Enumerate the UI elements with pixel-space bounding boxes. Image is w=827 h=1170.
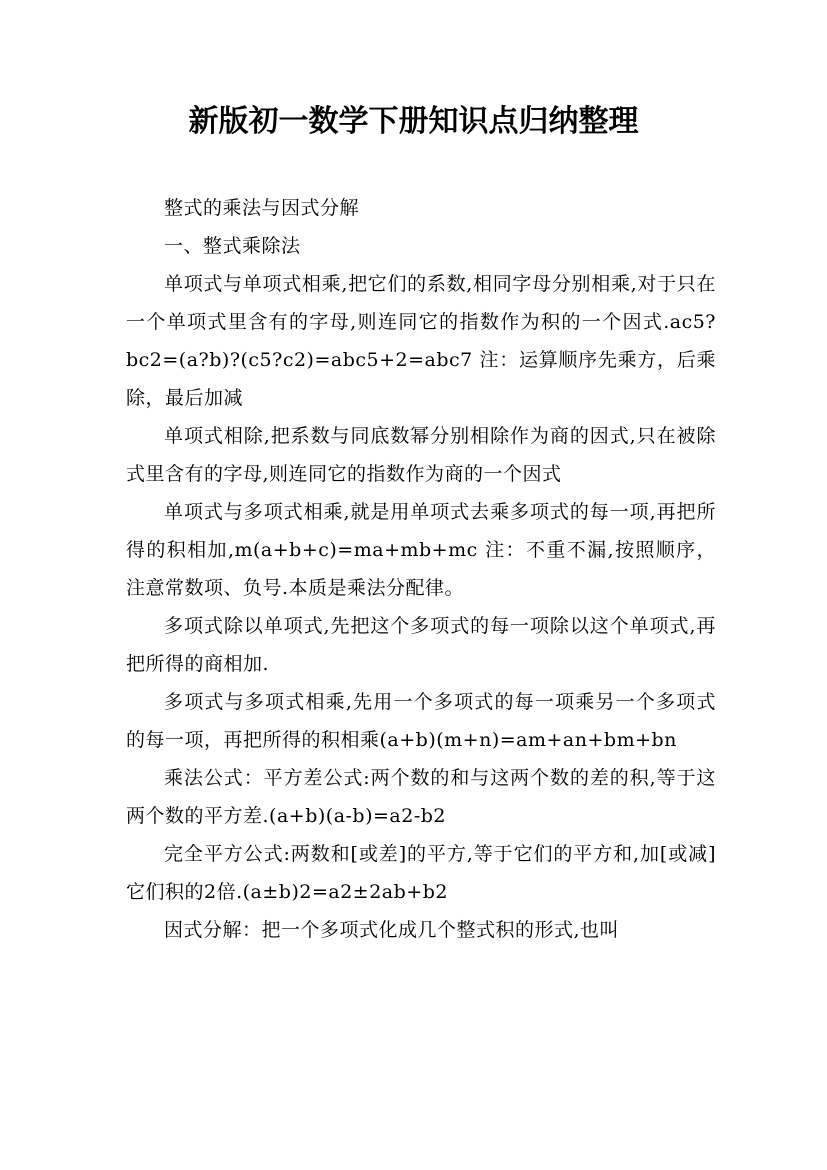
document-body — [126, 189, 716, 949]
paragraph-difference-of-squares: 乘法公式：平方差公式:两个数的和与这两个数的差的积,等于这两个数的平方差.(a+b)(a-b)=a2-b2 — [126, 767, 716, 827]
paragraph-section-heading: 整式的乘法与因式分解 — [164, 197, 360, 219]
paragraph-monomial-polynomial-multiplication: 单项式与多项式相乘,就是用单项式去乘多项式的每一项,再把所得的积相加,m(a+b+c)=ma+mb+mc 注：不重不漏,按照顺序，注意常数项、负号.本质是乘法分配律。 — [126, 501, 716, 599]
paragraph-perfect-square: 完全平方公式:两数和[或差]的平方,等于它们的平方和,加[或减]它们积的2倍.(a±b)2=a2±2ab+b2 — [126, 843, 716, 903]
paragraph-monomial-division: 单项式相除,把系数与同底数幂分别相除作为商的因式,只在被除式里含有的字母,则连同它的指数作为商的一个因式 — [126, 425, 716, 485]
paragraph-factorization: 因式分解：把一个多项式化成几个整式积的形式,也叫 — [164, 919, 620, 941]
paragraph-polynomial-division: 多项式除以单项式,先把这个多项式的每一项除以这个单项式,再把所得的商相加. — [126, 615, 716, 675]
paragraph-polynomial-multiplication: 多项式与多项式相乘,先用一个多项式的每一项乘另一个多项式的每一项，再把所得的积相乘(a+b)(m+n)=am+an+bm+bn — [126, 691, 716, 751]
paragraph-monomial-multiplication: 单项式与单项式相乘,把它们的系数,相同字母分别相乘,对于只在一个单项式里含有的字母,则连同它的指数作为积的一个因式.ac5?bc2=(a?b)?(c5?c2)=abc5+2=abc7 注：运算顺序先乘方，后乘除，最后加减 — [126, 273, 716, 409]
document-title: 新版初一数学下册知识点归纳整理 — [188, 104, 639, 139]
paragraph-subheading: 一、整式乘除法 — [164, 235, 301, 257]
